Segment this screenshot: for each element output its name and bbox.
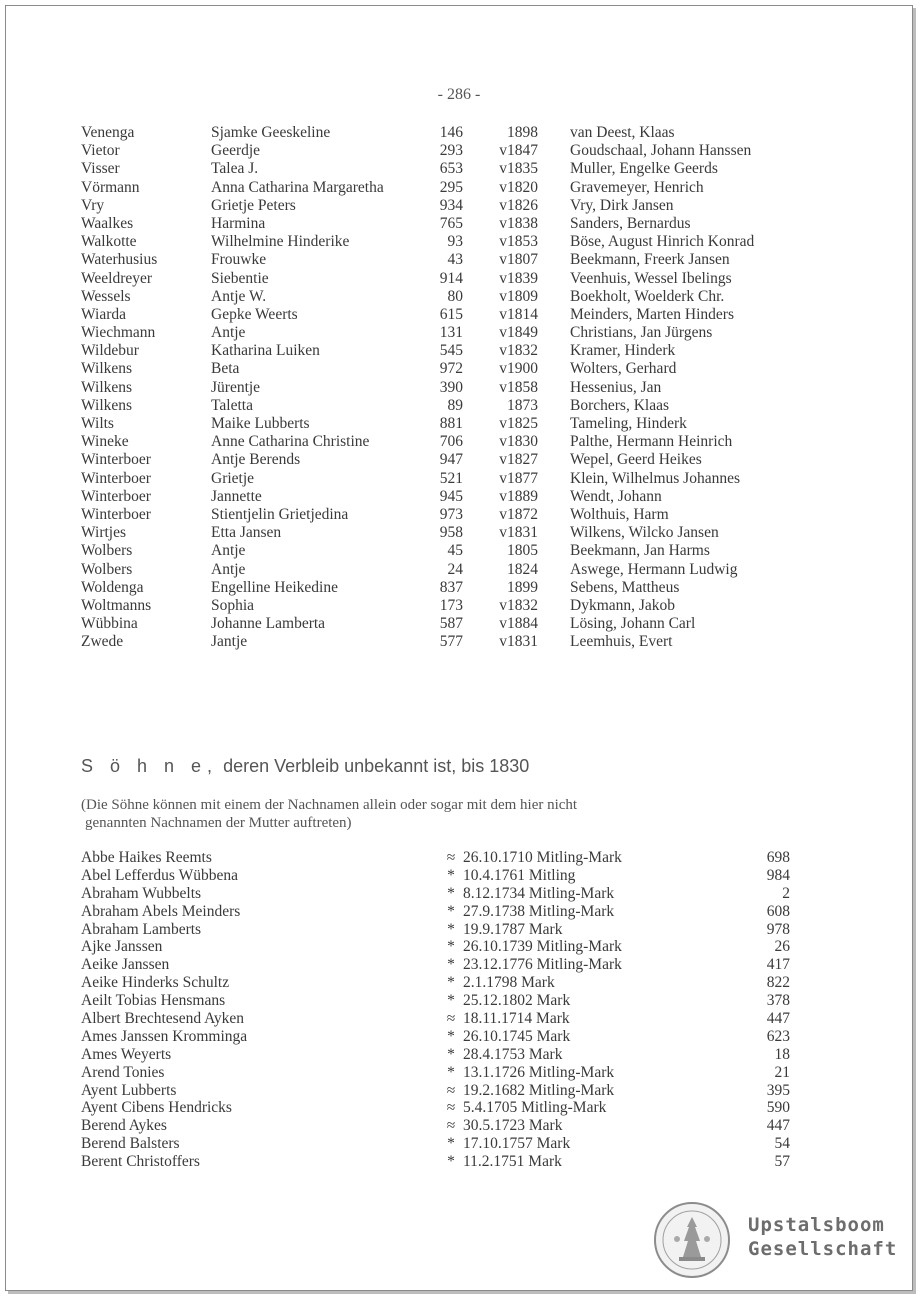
surname-cell: Wirtjes — [81, 524, 127, 542]
event-symbol: * — [447, 884, 455, 902]
event-date-place: 27.9.1738 Mitling-Mark — [463, 902, 615, 920]
surname-cell: Wolbers — [81, 560, 133, 578]
number-cell: 945 — [439, 487, 463, 505]
note-line-2: genannten Nachnamen der Mutter auftreten) — [85, 815, 352, 831]
spouse-cell: Borchers, Klaas — [570, 396, 669, 414]
number-cell: 89 — [447, 396, 463, 414]
number-cell: 80 — [447, 287, 463, 305]
year-cell: v1830 — [499, 433, 538, 451]
son-name: Berend Aykes — [81, 1117, 167, 1135]
number-cell: 615 — [439, 305, 463, 323]
society-seal-icon — [653, 1201, 731, 1279]
reference-number: 590 — [766, 1099, 790, 1117]
number-cell: 706 — [439, 433, 463, 451]
reference-number: 417 — [766, 956, 790, 974]
number-cell: 390 — [439, 378, 463, 396]
spouse-cell: Muller, Engelke Geerds — [570, 160, 718, 178]
event-date-place: 18.11.1714 Mark — [463, 1010, 570, 1028]
spouse-cell: Beekmann, Freerk Jansen — [570, 251, 730, 269]
event-date-place: 28.4.1753 Mark — [463, 1045, 563, 1063]
number-cell: 972 — [439, 360, 463, 378]
given-name-cell: Engelline Heikedine — [211, 578, 338, 596]
spouse-cell: Beekmann, Jan Harms — [570, 542, 710, 560]
event-symbol: * — [447, 920, 455, 938]
given-name-cell: Anne Catharina Christine — [211, 433, 370, 451]
spouse-cell: Sebens, Mattheus — [570, 578, 680, 596]
surname-cell: Wildebur — [81, 342, 139, 360]
given-name-cell: Beta — [211, 360, 240, 378]
year-cell: v1825 — [499, 415, 538, 432]
number-cell: 93 — [447, 233, 463, 251]
year-cell: 1898 — [507, 124, 538, 141]
surname-cell: Winterboer — [81, 469, 151, 487]
spouse-cell: Goudschaal, Johann Hanssen — [570, 142, 752, 160]
year-cell: 1824 — [507, 560, 538, 578]
surname-cell: Waterhusius — [81, 251, 158, 269]
spouse-cell: Boekholt, Woelderk Chr. — [570, 287, 725, 305]
society-name-line-2: Gesellschaft — [748, 1238, 898, 1260]
given-name-cell: Johanne Lamberta — [211, 615, 326, 633]
surname-cell: Wolbers — [81, 542, 133, 560]
son-name: Aeilt Tobias Hensmans — [81, 992, 226, 1010]
year-cell: v1820 — [499, 178, 538, 196]
surname-cell: Wilkens — [81, 378, 133, 396]
event-symbol: * — [447, 992, 455, 1010]
reference-number: 2 — [782, 884, 790, 902]
event-symbol: * — [447, 1027, 455, 1045]
number-cell: 881 — [439, 415, 463, 432]
surname-cell: Wiarda — [81, 305, 126, 323]
event-symbol: * — [447, 938, 455, 956]
year-cell: v1900 — [499, 360, 538, 378]
event-date-place: 8.12.1734 Mitling-Mark — [463, 884, 615, 902]
spouse-cell: van Deest, Klaas — [570, 124, 675, 141]
year-cell: v1826 — [499, 196, 538, 214]
document-page — [5, 5, 913, 1291]
event-date-place: 2.1.1798 Mark — [463, 974, 555, 992]
event-symbol: * — [447, 956, 455, 974]
given-name-cell: Harmina — [211, 214, 266, 232]
spouse-cell: Christians, Jan Jürgens — [570, 324, 713, 342]
number-cell: 577 — [439, 633, 463, 651]
son-name: Berent Christoffers — [81, 1153, 200, 1171]
surname-cell: Wilts — [81, 415, 114, 432]
surname-cell: Visser — [81, 160, 120, 178]
note-line-1: (Die Söhne können mit einem der Nachnamen allein oder sogar mit dem hier nicht — [81, 797, 578, 813]
spouse-cell: Tameling, Hinderk — [570, 415, 687, 432]
event-date-place: 26.10.1710 Mitling-Mark — [463, 849, 622, 866]
number-cell: 24 — [447, 560, 463, 578]
number-cell: 293 — [439, 142, 463, 160]
event-symbol: * — [447, 1063, 455, 1081]
spouse-cell: Böse, August Hinrich Konrad — [570, 233, 755, 251]
reference-number: 978 — [766, 920, 790, 938]
surname-cell: Wilkens — [81, 396, 133, 414]
reference-number: 447 — [766, 1010, 790, 1028]
event-symbol: * — [447, 1153, 455, 1171]
given-name-cell: Antje — [211, 560, 246, 578]
society-name — [748, 1213, 897, 1261]
event-symbol: * — [447, 974, 455, 992]
surname-cell: Waalkes — [81, 214, 134, 232]
event-symbol: ≈ — [446, 849, 456, 866]
year-cell: v1858 — [499, 378, 538, 396]
year-cell: 1899 — [507, 578, 538, 596]
given-name-cell: Geerdje — [211, 142, 261, 160]
spouse-cell: Veenhuis, Wessel Ibelings — [570, 269, 732, 287]
given-name-cell: Antje W. — [211, 287, 267, 305]
given-name-cell: Maike Lubberts — [211, 415, 310, 432]
event-date-place: 30.5.1723 Mark — [463, 1117, 563, 1135]
event-date-place: 13.1.1726 Mitling-Mark — [463, 1063, 615, 1081]
spouse-cell: Wilkens, Wilcko Jansen — [570, 524, 719, 542]
year-cell: v1847 — [499, 142, 538, 160]
spouse-cell: Vry, Dirk Jansen — [570, 196, 674, 214]
event-symbol: ≈ — [446, 1081, 456, 1099]
year-cell: v1849 — [499, 324, 538, 342]
given-name-cell: Sjamke Geeskeline — [211, 124, 331, 141]
given-name-cell: Jürentje — [211, 378, 261, 396]
year-cell: v1872 — [499, 505, 538, 523]
reference-number: 822 — [766, 974, 790, 992]
given-name-cell: Etta Jansen — [211, 524, 282, 542]
surname-cell: Walkotte — [81, 233, 137, 251]
reference-number: 698 — [766, 849, 790, 866]
spouse-cell: Sanders, Bernardus — [570, 214, 691, 232]
given-name-cell: Gepke Weerts — [211, 305, 298, 323]
son-name: Abel Lefferdus Wübbena — [81, 866, 238, 884]
spouse-cell: Gravemeyer, Henrich — [570, 178, 704, 196]
year-cell: v1809 — [499, 287, 538, 305]
reference-number: 984 — [766, 866, 790, 884]
event-symbol: * — [447, 902, 455, 920]
spouse-cell: Klein, Wilhelmus Johannes — [570, 469, 741, 487]
year-cell: v1832 — [499, 342, 538, 360]
son-name: Aeike Janssen — [81, 956, 170, 974]
given-name-cell: Wilhelmine Hinderike — [211, 233, 350, 251]
event-date-place: 19.2.1682 Mitling-Mark — [463, 1081, 615, 1099]
year-cell: v1839 — [499, 269, 538, 287]
event-date-place: 11.2.1751 Mark — [463, 1153, 562, 1171]
spouse-cell: Wendt, Johann — [570, 487, 662, 505]
section-heading-spaced: S ö h n e, — [81, 756, 219, 776]
year-cell: v1827 — [499, 451, 538, 469]
number-cell: 587 — [439, 615, 463, 633]
year-cell: v1835 — [499, 160, 538, 178]
son-name: Arend Tonies — [81, 1063, 165, 1081]
year-cell: v1807 — [499, 251, 538, 269]
year-cell: v1853 — [499, 233, 538, 251]
reference-number: 26 — [774, 938, 790, 956]
event-symbol: ≈ — [446, 1099, 456, 1117]
event-symbol: ≈ — [446, 1010, 456, 1028]
year-cell: v1838 — [499, 214, 538, 232]
event-date-place: 5.4.1705 Mitling-Mark — [463, 1099, 607, 1117]
given-name-cell: Taletta — [211, 396, 253, 414]
son-name: Aeike Hinderks Schultz — [81, 974, 230, 992]
son-name: Berend Balsters — [81, 1135, 180, 1153]
number-cell: 934 — [439, 196, 463, 214]
given-name-cell: Talea J. — [211, 160, 259, 178]
surname-cell: Vörmann — [81, 178, 140, 196]
son-name: Abbe Haikes Reemts — [81, 849, 212, 866]
number-cell: 958 — [439, 524, 463, 542]
section-heading — [81, 756, 529, 777]
reference-number: 608 — [766, 902, 790, 920]
event-date-place: 23.12.1776 Mitling-Mark — [463, 956, 622, 974]
son-name: Albert Brechtesend Ayken — [81, 1010, 244, 1028]
number-cell: 973 — [439, 505, 463, 523]
spouse-cell: Palthe, Hermann Heinrich — [570, 433, 733, 451]
reference-number: 395 — [766, 1081, 790, 1099]
number-cell: 131 — [439, 324, 463, 342]
year-cell: v1831 — [499, 633, 538, 651]
reference-number: 21 — [774, 1063, 790, 1081]
given-name-cell: Antje — [211, 542, 246, 560]
given-name-cell: Katharina Luiken — [211, 342, 320, 360]
event-date-place: 19.9.1787 Mark — [463, 920, 563, 938]
son-name: Abraham Abels Meinders — [81, 902, 241, 920]
event-symbol: * — [447, 1045, 455, 1063]
son-name: Abraham Lamberts — [81, 920, 202, 938]
number-cell: 653 — [439, 160, 463, 178]
surname-cell: Vry — [81, 196, 105, 214]
year-cell: v1832 — [499, 596, 538, 614]
surname-cell: Wessels — [81, 287, 131, 305]
spouse-cell: Wolthuis, Harm — [570, 505, 669, 523]
number-cell: 765 — [439, 214, 463, 232]
number-cell: 295 — [439, 178, 463, 196]
year-cell: v1877 — [499, 469, 538, 487]
surname-cell: Winterboer — [81, 451, 151, 469]
son-name: Abraham Wubbelts — [81, 884, 202, 902]
given-name-cell: Stientjelin Grietjedina — [211, 505, 349, 523]
spouse-cell: Lösing, Johann Carl — [570, 615, 696, 633]
reference-number: 378 — [766, 992, 790, 1010]
event-date-place: 26.10.1739 Mitling-Mark — [463, 938, 622, 956]
surname-cell: Winterboer — [81, 487, 151, 505]
reference-number: 54 — [774, 1135, 790, 1153]
given-name-cell: Grietje — [211, 469, 255, 487]
given-name-cell: Antje — [211, 324, 246, 342]
year-cell: v1884 — [499, 615, 538, 633]
son-name: Ayent Lubberts — [81, 1081, 177, 1099]
spouse-cell: Meinders, Marten Hinders — [570, 305, 734, 323]
event-date-place: 17.10.1757 Mark — [463, 1135, 571, 1153]
number-cell: 43 — [447, 251, 463, 269]
spouse-cell: Dykmann, Jakob — [570, 596, 676, 614]
given-name-cell: Siebentie — [211, 269, 269, 287]
given-name-cell: Jannette — [211, 487, 262, 505]
spouse-cell: Wolters, Gerhard — [570, 360, 677, 378]
given-name-cell: Anna Catharina Margaretha — [211, 178, 384, 196]
reference-number: 623 — [766, 1027, 790, 1045]
event-date-place: 10.4.1761 Mitling — [463, 866, 576, 884]
given-name-cell: Antje Berends — [211, 451, 301, 469]
surname-cell: Weeldreyer — [81, 269, 153, 287]
society-logo — [653, 1201, 903, 1281]
spouse-cell: Hessenius, Jan — [570, 378, 662, 396]
surname-cell: Winterboer — [81, 505, 151, 523]
given-name-cell: Sophia — [211, 596, 255, 614]
number-cell: 146 — [439, 124, 463, 141]
society-name-line-1: Upstalsboom — [748, 1214, 885, 1236]
number-cell: 521 — [439, 469, 463, 487]
surname-cell: Wiechmann — [81, 324, 156, 342]
spouse-cell: Aswege, Hermann Ludwig — [570, 560, 738, 578]
section-note — [81, 796, 741, 832]
given-name-cell: Grietje Peters — [211, 196, 296, 214]
page-number: - 286 - — [437, 86, 481, 103]
son-name: Ayent Cibens Hendricks — [81, 1099, 232, 1117]
given-name-cell: Frouwke — [211, 251, 267, 269]
year-cell: v1831 — [499, 524, 538, 542]
number-cell: 947 — [439, 451, 463, 469]
surname-cell: Zwede — [81, 633, 124, 651]
surname-cell: Venenga — [81, 124, 135, 141]
son-name: Ajke Janssen — [81, 938, 163, 956]
year-cell: v1814 — [499, 305, 538, 323]
number-cell: 173 — [439, 596, 463, 614]
number-cell: 45 — [447, 542, 463, 560]
event-date-place: 25.12.1802 Mark — [463, 992, 571, 1010]
event-date-place: 26.10.1745 Mark — [463, 1027, 571, 1045]
spouse-cell: Kramer, Hinderk — [570, 342, 676, 360]
year-cell: 1873 — [507, 396, 538, 414]
son-name: Ames Janssen Kromminga — [81, 1027, 248, 1045]
year-cell: v1889 — [499, 487, 538, 505]
surname-cell: Woldenga — [81, 578, 144, 596]
number-cell: 545 — [439, 342, 463, 360]
reference-number: 57 — [774, 1153, 790, 1171]
event-symbol: * — [447, 1135, 455, 1153]
number-cell: 837 — [439, 578, 463, 596]
event-symbol: ≈ — [446, 1117, 456, 1135]
year-cell: 1805 — [507, 542, 538, 560]
spouse-cell: Wepel, Geerd Heikes — [570, 451, 702, 469]
section-heading-rest: deren Verbleib unbekannt ist, bis 1830 — [218, 756, 530, 776]
reference-number: 18 — [774, 1045, 790, 1063]
given-name-cell: Jantje — [211, 633, 248, 651]
surname-cell: Wineke — [81, 433, 129, 451]
spouse-cell: Leemhuis, Evert — [570, 633, 673, 651]
event-symbol: * — [447, 866, 455, 884]
surname-cell: Wübbina — [81, 615, 138, 633]
reference-number: 447 — [766, 1117, 790, 1135]
son-name: Ames Weyerts — [81, 1045, 172, 1063]
surname-cell: Wilkens — [81, 360, 133, 378]
surname-cell: Woltmanns — [81, 596, 152, 614]
number-cell: 914 — [439, 269, 463, 287]
surname-cell: Vietor — [81, 142, 120, 160]
